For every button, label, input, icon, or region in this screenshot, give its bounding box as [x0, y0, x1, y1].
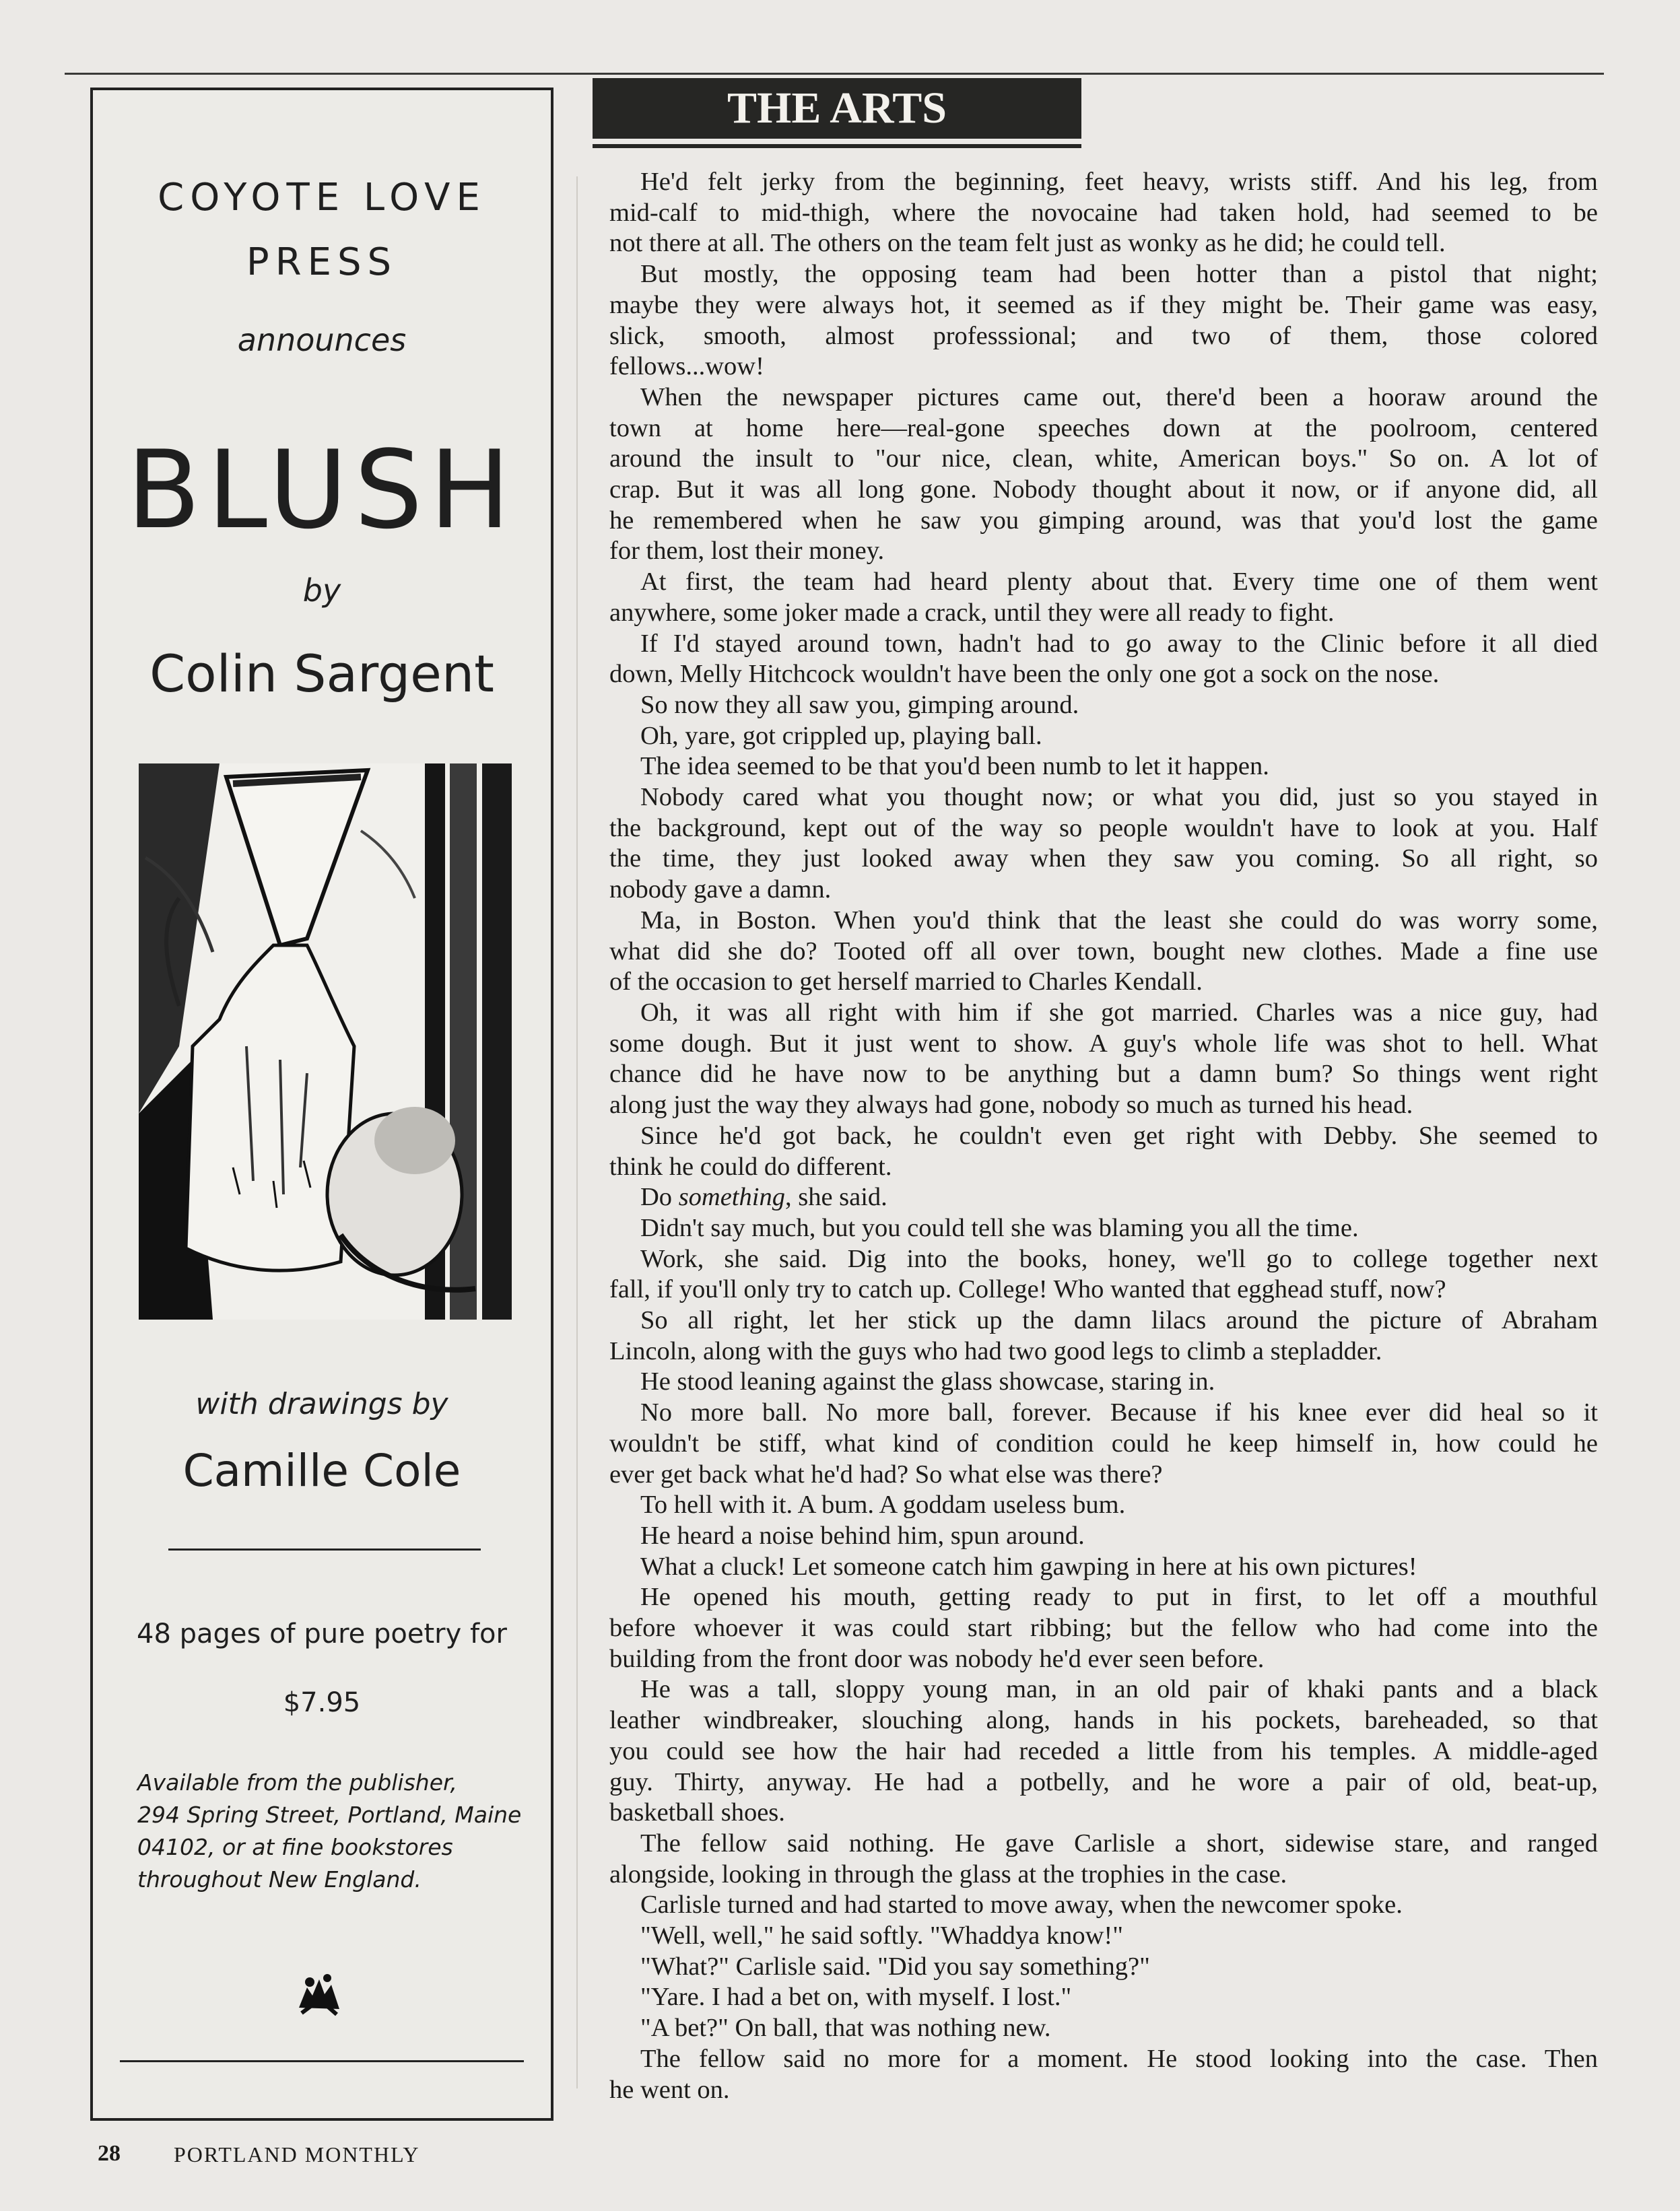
announces-label: announces — [237, 322, 407, 358]
text-line: before whoever it was could start ribbing; but the fellow who had come into the — [609, 1614, 1598, 1643]
paragraph — [609, 1121, 1598, 1182]
text-line: So all right, let her stick up the damn lilacs around the picture of Abraham — [640, 1306, 1598, 1335]
book-advertisement — [90, 88, 553, 2121]
text-line: alongside, looking in through the glass at the trophies in the case. — [609, 1860, 1287, 1889]
text-line: the background, kept out of the way so people wouldn't have to look at you. Half — [609, 813, 1598, 842]
paragraph — [609, 998, 1598, 1121]
text-line: Nobody cared what you thought now; or what you did, just so you stayed in — [640, 783, 1598, 812]
page-count-line: 48 pages of pure poetry for — [137, 1619, 507, 1649]
drawings-by-label: with drawings by — [195, 1387, 448, 1421]
text-line: The fellow said nothing. He gave Carlisle a short, sidewise stare, and ranged — [640, 1829, 1598, 1858]
text-line: At first, the team had heard plenty about that. Every time one of them went — [640, 568, 1598, 597]
text-line: basketball shoes. — [609, 1798, 785, 1827]
text-line: ever get back what he'd had? So what else was there? — [609, 1460, 1163, 1489]
ad-divider — [168, 1549, 481, 1551]
text-line: fellows...wow! — [609, 352, 764, 381]
column-divider — [576, 176, 578, 2088]
text-line: He stood leaning against the glass showcase, staring in. — [640, 1367, 1215, 1396]
text-line: down, Melly Hitchcock wouldn't have been the only one got a sock on the nose. — [609, 660, 1440, 689]
paragraph — [609, 1582, 1598, 1674]
paragraph — [609, 167, 1598, 259]
text-line: some dough. But it just went to show. A guy's whole life was shot to hell. What — [609, 1029, 1598, 1058]
text-line: When the newspaper pictures came out, there'd been a hooraw around the — [640, 382, 1598, 411]
text-line: mid-calf to mid-thigh, where the novocaine had taken hold, had seemed to be — [609, 198, 1598, 227]
paragraph — [609, 567, 1598, 628]
text-line: "A bet?" On ball, that was nothing new. — [640, 2014, 1051, 2043]
text-line: He'd felt jerky from the beginning, feet heavy, wrists stiff. And his leg, from — [640, 168, 1598, 196]
text-line: Ma, in Boston. When you'd think that the least she could do was worry some, — [640, 906, 1598, 934]
emphasis: something — [678, 1183, 785, 1212]
text-line: "What?" Carlisle said. "Did you say something?" — [640, 1952, 1150, 1981]
section-rule — [593, 144, 1081, 148]
text-line: of the occasion to get herself married to Charles Kendall. — [609, 967, 1203, 996]
text-line: So now they all saw you, gimping around. — [640, 690, 1079, 719]
text-line: think he could do different. — [609, 1152, 892, 1181]
text-line: slick, smooth, almost professsional; and two of them, those colored — [609, 321, 1598, 350]
text-line: The fellow said no more for a moment. He stood looking into the case. Then — [640, 2044, 1598, 2073]
by-label: by — [302, 572, 341, 609]
paragraph — [609, 1674, 1598, 1829]
availability-note: Available from the publisher, 294 Spring Street, Portland, Maine 04102, or at fine bookstores throughout New England. — [137, 1769, 522, 1893]
text-line: anywhere, some joker made a crack, until they were all ready to fight. — [609, 598, 1335, 627]
text-line: Oh, it was all right with him if she got married. Charles was a nice guy, had — [640, 998, 1598, 1027]
paragraph — [609, 382, 1598, 567]
magazine-name: PORTLAND MONTHLY — [174, 2142, 420, 2167]
text-line: Carlisle turned and had started to move away, when the newcomer spoke. — [640, 1891, 1403, 1919]
text-line: nobody gave a damn. — [609, 875, 832, 904]
text-line: Oh, yare, got crippled up, playing ball. — [640, 721, 1042, 750]
text-line: The idea seemed to be that you'd been numb to let it happen. — [640, 752, 1269, 781]
text-line: you could see how the hair had receded a little from his temples. A middle-aged — [609, 1736, 1598, 1765]
text-line: building from the front door was nobody he'd ever seen before. — [609, 1644, 1265, 1673]
text-line: Since he'd got back, he couldn't even get right with Debby. She seemed to — [640, 1121, 1598, 1150]
paragraph — [609, 1829, 1598, 1890]
book-title: BLUSH — [127, 427, 517, 553]
text-line: To hell with it. A bum. A goddam useless bum. — [640, 1491, 1126, 1520]
text-line: crap. But it was all long gone. Nobody thought about it now, or if anyone did, all — [609, 475, 1598, 504]
text-line: He was a tall, sloppy young man, in an old pair of khaki pants and a black — [640, 1675, 1598, 1704]
text-line: wouldn't be stiff, what kind of condition could he keep himself in, how could he — [609, 1429, 1598, 1458]
top-rule — [65, 73, 1604, 75]
text-line: he remembered when he saw you gimping around, was that you'd lost the game — [609, 506, 1598, 535]
text-line: "Yare. I had a bet on, with myself. I lost." — [640, 1983, 1072, 2012]
text-line: maybe they were always hot, it seemed as if they might be. Their game was easy, — [609, 290, 1598, 319]
paragraph — [609, 1305, 1598, 1367]
paragraph — [609, 782, 1598, 906]
text-line: "Well, well," he said softly. "Whaddya know!" — [640, 1921, 1123, 1950]
paragraph — [609, 1398, 1598, 1490]
text-line: Lincoln, along with the guys who had two good legs to climb a stepladder. — [609, 1336, 1382, 1365]
paragraph — [609, 2044, 1598, 2105]
text-line: not there at all. The others on the team felt just as wonky as he did; he could tell. — [609, 229, 1446, 258]
text-line: But mostly, the opposing team had been hotter than a pistol that night; — [640, 260, 1598, 289]
section-heading: THE ARTS — [593, 78, 1081, 139]
price: $7.95 — [283, 1687, 361, 1718]
paragraph — [609, 1244, 1598, 1305]
publisher-name: COYOTE LOVE PRESS — [158, 176, 486, 284]
text-line: around the insult to "our nice, clean, white, American boys." So on. A lot of — [609, 444, 1598, 473]
text-line: guy. Thirty, anyway. He had a potbelly, and he wore a pair of old, beat-up, — [609, 1767, 1598, 1796]
text-line: Didn't say much, but you could tell she was blaming you all the time. — [640, 1213, 1359, 1242]
text-line: leather windbreaker, slouching along, hands in his pockets, bareheaded, so that — [609, 1706, 1598, 1735]
paragraph — [609, 629, 1598, 690]
text-line: What a cluck! Let someone catch him gawping in here at his own pictures! — [640, 1552, 1417, 1581]
ad-bottom-rule — [120, 2060, 524, 2062]
text-line: Work, she said. Dig into the books, honey, we'll go to college together next — [640, 1244, 1598, 1273]
text-line: along just the way they always had gone, nobody so much as turned his head. — [609, 1091, 1413, 1120]
text-line: the time, they just looked away when they saw you coming. So all right, so — [609, 844, 1598, 873]
text-line: No more ball. No more ball, forever. Because if his knee ever did heal so it — [640, 1398, 1598, 1427]
paragraph — [609, 259, 1598, 382]
text-line: Do something, she said. — [640, 1183, 887, 1212]
text-line: what did she do? Tooted off all over town, bought new clothes. Made a fine use — [609, 937, 1598, 965]
illustrator-name: Camille Cole — [182, 1445, 461, 1497]
text-line: If I'd stayed around town, hadn't had to go away to the Clinic before it all died — [640, 629, 1598, 658]
author-name: Colin Sargent — [149, 644, 494, 704]
text-line: He heard a noise behind him, spun around. — [640, 1521, 1085, 1550]
text-line: town at home here—real-gone speeches down at the poolroom, centered — [609, 413, 1598, 442]
text-line: he went on. — [609, 2075, 730, 2104]
page-number: 28 — [98, 2141, 121, 2166]
text-line: fall, if you'll only try to catch up. College! Who wanted that egghead stuff, now? — [609, 1275, 1446, 1304]
text-line: He opened his mouth, getting ready to put in first, to let off a mouthful — [640, 1583, 1598, 1612]
text-line: chance did he have now to be anything but a damn bum? So things went right — [609, 1060, 1598, 1089]
illustration-drawing — [139, 763, 512, 1320]
paragraph — [609, 906, 1598, 998]
article-body — [609, 167, 1598, 2105]
text-line: for them, lost their money. — [609, 537, 885, 566]
coyote-logo-icon — [292, 1967, 346, 2021]
